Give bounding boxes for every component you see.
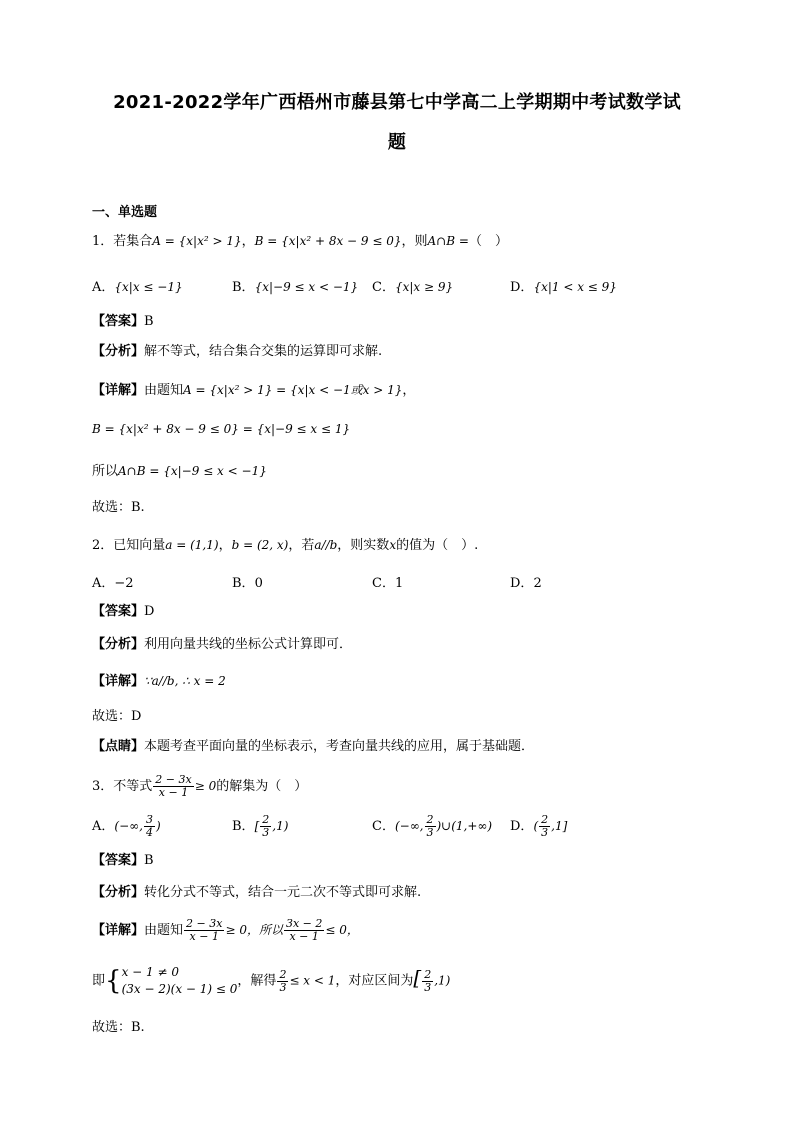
q2-stem: 2．已知向量a = (1,1)，b = (2, x)，若a//b，则实数x的值为（ ）. — [92, 538, 479, 553]
q3-option-a: A．(−∞, $\frac{3}{4}$ ) — [92, 813, 161, 839]
q1-analysis: 【分析】解不等式，结合集合交集的运算即可求解. — [92, 344, 383, 359]
q3-analysis: 【分析】转化分式不等式，结合一元二次不等式即可求解. — [92, 885, 422, 900]
q2-analysis: 【分析】利用向量共线的坐标公式计算即可． — [92, 637, 353, 652]
q1-option-d: D．{x|1 < x ≤ 9} — [510, 280, 617, 295]
q1-option-b: B．{x|−9 ≤ x < −1} — [232, 280, 359, 295]
q2-comment: 【点睛】本题考查平面向量的坐标表示，考查向量共线的应用，属于基础题． — [92, 739, 535, 754]
q2-option-c: C．1 — [372, 576, 404, 591]
q1-choose: 故选：B. — [92, 500, 145, 515]
q1-option-c: C．{x|x ≥ 9} — [372, 280, 454, 295]
q2-choose: 故选：D — [92, 709, 142, 724]
doc-title-line2: 题 — [387, 132, 407, 153]
q3-option-b: B．[ $\frac{2}{3}$ ,1) — [232, 813, 289, 839]
q3-answer: 【答案】B — [92, 853, 154, 868]
q2-option-b: B．0 — [232, 576, 263, 591]
q2-detail: 【详解】∵a//b, ∴ x = 2 — [92, 674, 226, 689]
q2-option-a: A．−2 — [92, 576, 134, 591]
q1-detail: 【详解】由题知A = {x|x² > 1} = {x|x < −1或x > 1}， — [92, 383, 416, 398]
q3-option-c: C．(−∞, $\frac{2}{3}$ )∪(1,+∞) — [372, 813, 493, 839]
q3-stem: 3．不等式 $\frac{2 - 3x}{x - 1}$ ≥ 0的解集为（ ） — [92, 773, 308, 799]
q3-choose: 故选：B. — [92, 1020, 145, 1035]
q3-detail: 【详解】由题知 $\frac{2 - 3x}{x - 1}$ ≥ 0，所以 $\frac{3x - 2}{x - 1}$ ≤ 0， — [92, 917, 359, 943]
q2-option-d: D．2 — [510, 576, 542, 591]
q1-detail-3: 所以A∩B = {x|−9 ≤ x < −1} — [92, 464, 267, 479]
q1-detail-2: B = {x|x² + 8x − 9 ≤ 0} = {x|−9 ≤ x ≤ 1} — [92, 422, 351, 436]
doc-title-line1: 2021-2022学年广西梧州市藤县第七中学高二上学期期中考试数学试 — [113, 92, 681, 113]
q1-stem: 1．若集合A = {x|x² > 1}，B = {x|x² + 8x − 9 ≤ 0}，则A∩B =（ ） — [92, 234, 508, 249]
q2-answer: 【答案】D — [92, 604, 155, 619]
q1-answer: 【答案】B — [92, 314, 154, 329]
q3-system: 即{ x − 1 ≠ 0 (3x − 2)(x − 1) ≤ 0 ，解得 $\frac{2}{3}$ ≤ x < 1，对应区间为[ $\frac{2}{3}$ ,1) — [92, 965, 451, 996]
q3-option-d: D．( $\frac{2}{3}$ ,1] — [510, 813, 568, 839]
q1-option-a: A．{x|x ≤ −1} — [92, 280, 183, 295]
section-heading: 一、单选题 — [92, 205, 158, 220]
